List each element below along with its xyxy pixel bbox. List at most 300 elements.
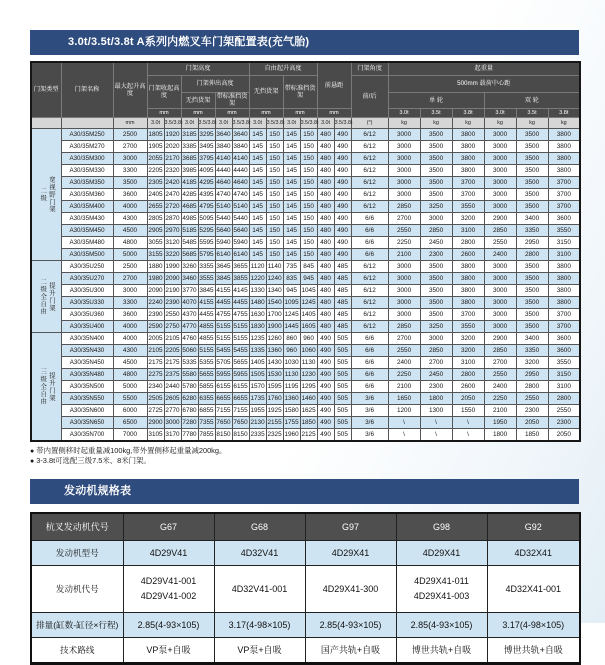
mast-type-cell <box>31 128 61 260</box>
mast-row <box>31 140 580 152</box>
mast-value-cell: 1300 <box>420 404 452 416</box>
engine-value-cell <box>487 565 580 612</box>
mast-value-cell: 3500 <box>516 164 548 176</box>
mast-value-cell: 5355 <box>198 356 215 368</box>
mast-value-cell: 2275 <box>147 368 164 380</box>
mast-value-cell: 8150 <box>215 428 232 441</box>
col-extend-height: 门架伸出高度 <box>181 76 249 93</box>
mast-value-cell: 1230 <box>300 368 317 380</box>
mast-value-cell: 3100 <box>452 356 484 368</box>
mast-value-cell: 2550 <box>164 308 181 320</box>
engine-value-cell <box>123 540 214 565</box>
mast-value-cell: 1260 <box>266 332 283 344</box>
mast-value-cell: 3100 <box>548 380 580 392</box>
mast-value-cell: 3800 <box>548 272 580 284</box>
mast-value-cell: 1595 <box>266 380 283 392</box>
mast-value-cell: 3500 <box>420 188 452 200</box>
mast-value-cell: 3000 <box>484 260 516 272</box>
mast-value-cell: 480 <box>317 272 334 284</box>
mast-value-cell: 6155 <box>232 380 249 392</box>
mast-value-cell: 505 <box>334 404 351 416</box>
mast-value-cell: 1755 <box>283 416 300 428</box>
mast-value-cell: 150 <box>300 140 317 152</box>
mast-value-cell: 2850 <box>388 200 420 212</box>
mast-value-cell: 1760 <box>266 392 283 404</box>
mast-value-cell: 490 <box>334 224 351 236</box>
mast-value-cell: 2655 <box>147 200 164 212</box>
mast-value-cell: 6/6 <box>351 332 388 344</box>
mast-name-cell: A30/35N480 <box>61 368 113 380</box>
mast-type-label: 二级全自由 <box>39 277 47 315</box>
unit-cell: 3.5/3.8t <box>266 117 283 128</box>
mast-value-cell: 860 <box>283 332 300 344</box>
mast-row <box>31 128 580 140</box>
mast-value-cell: 1430 <box>266 356 283 368</box>
mast-value-cell: 2500 <box>113 128 147 140</box>
mast-value-cell: 3000 <box>388 140 420 152</box>
mast-value-cell: 7280 <box>181 416 198 428</box>
mast-row <box>31 224 580 236</box>
mast-value-cell: \ <box>420 416 452 428</box>
mast-value-cell: 3500 <box>420 260 452 272</box>
mast-value-cell: 2605 <box>164 392 181 404</box>
mast-value-cell: 490 <box>334 152 351 164</box>
mast-value-cell: 6/12 <box>351 284 388 296</box>
mast-value-cell: 490 <box>317 392 334 404</box>
mast-value-cell: 2970 <box>164 224 181 236</box>
mast-value-cell: 485 <box>334 272 351 284</box>
mast-value-cell: 7650 <box>215 416 232 428</box>
mast-name-cell: A30/35U250 <box>61 260 113 272</box>
mast-value-cell: 145 <box>249 212 266 224</box>
col-capacity: 起重量 <box>388 62 580 76</box>
mast-value-cell: 490 <box>317 332 334 344</box>
mast-type-label: 提升门架 <box>47 281 55 312</box>
mast-value-cell: 3300 <box>113 164 147 176</box>
engine-value-line: 博世共轨+自吸 <box>411 644 472 655</box>
mast-name-cell: A30/35M480 <box>61 236 113 248</box>
mast-value-cell: 2250 <box>388 368 420 380</box>
mast-value-cell: 3550 <box>452 200 484 212</box>
mast-value-cell: 4985 <box>181 212 198 224</box>
mast-value-cell: 5655 <box>232 356 249 368</box>
mast-value-cell: 1240 <box>266 272 283 284</box>
mast-value-cell: 7650 <box>232 416 249 428</box>
mast-value-cell: 1295 <box>300 380 317 392</box>
mast-value-cell: 3800 <box>452 128 484 140</box>
mast-value-cell: 3500 <box>420 128 452 140</box>
mast-value-cell: 4685 <box>181 200 198 212</box>
unit-mm: mm <box>147 108 181 117</box>
mast-value-cell: 1480 <box>249 296 266 308</box>
mast-value-cell: 2470 <box>164 188 181 200</box>
mast-row <box>31 380 580 392</box>
mast-value-cell: 6/6 <box>351 248 388 260</box>
mast-row <box>31 368 580 380</box>
mast-value-cell: 150 <box>300 128 317 140</box>
bullet-icon: ● <box>30 458 35 466</box>
mast-value-cell: 150 <box>266 212 283 224</box>
mast-value-cell: 5940 <box>215 236 232 248</box>
mast-value-cell: 7855 <box>198 428 215 441</box>
mast-value-cell: 5640 <box>215 224 232 236</box>
col-extend-no-backrest: 无挡货架 <box>181 93 215 109</box>
mast-value-cell: 3460 <box>181 272 198 284</box>
mast-value-cell: 3500 <box>516 200 548 212</box>
mast-row <box>31 236 580 248</box>
mast-value-cell: 4440 <box>215 164 232 176</box>
engine-value-cell <box>214 637 305 663</box>
mast-value-cell: 3845 <box>215 272 232 284</box>
mast-value-cell: 1830 <box>249 320 266 332</box>
unit-mm: mm <box>215 108 249 117</box>
mast-value-cell: 3800 <box>548 260 580 272</box>
unit-cell: 3.5/3.8t <box>198 117 215 128</box>
mast-value-cell: 5685 <box>181 248 198 260</box>
mast-value-cell: 2240 <box>147 296 164 308</box>
mast-value-cell: 4095 <box>198 164 215 176</box>
mast-value-cell: 3000 <box>484 284 516 296</box>
mast-value-cell: 150 <box>300 188 317 200</box>
mast-value-cell: 3550 <box>452 320 484 332</box>
mast-value-cell: 1405 <box>249 356 266 368</box>
mast-name-cell: A30/35N650 <box>61 416 113 428</box>
mast-value-cell: 3845 <box>198 284 215 296</box>
mast-value-cell: 2100 <box>388 248 420 260</box>
mast-value-cell: 3120 <box>164 236 181 248</box>
mast-value-cell: 150 <box>266 152 283 164</box>
mast-value-cell: 2550 <box>484 368 516 380</box>
mast-value-cell: 6/6 <box>351 224 388 236</box>
engine-value-line: VP泵+自吸 <box>237 644 282 655</box>
mast-value-cell: 3/6 <box>351 416 388 428</box>
engine-value-cell <box>123 565 214 612</box>
mast-value-cell: 3800 <box>452 164 484 176</box>
mast-value-cell: 2850 <box>420 344 452 356</box>
mast-value-cell: 145 <box>249 128 266 140</box>
mast-value-cell: 3685 <box>181 152 198 164</box>
mast-value-cell: 150 <box>266 128 283 140</box>
mast-value-cell: 5000 <box>113 248 147 260</box>
mast-name-cell: A30/35U270 <box>61 272 113 284</box>
mast-value-cell: 1405 <box>300 308 317 320</box>
mast-value-cell: 480 <box>317 260 334 272</box>
mast-value-cell: 145 <box>283 188 300 200</box>
mast-type-label: 二级 <box>39 186 47 202</box>
mast-value-cell: 3200 <box>452 212 484 224</box>
mast-value-cell: 150 <box>300 224 317 236</box>
mast-value-cell: 3640 <box>215 128 232 140</box>
mast-value-cell: 1880 <box>147 260 164 272</box>
mast-value-cell: 2400 <box>388 356 420 368</box>
mast-value-cell: 6140 <box>232 248 249 260</box>
mast-value-cell: 6/6 <box>351 356 388 368</box>
mast-value-cell: 505 <box>334 356 351 368</box>
mast-row <box>31 284 580 296</box>
mast-row <box>31 188 580 200</box>
tonnage-35: 3.5t <box>420 108 452 117</box>
unit-cell: kg <box>388 117 420 128</box>
mast-value-cell: 3000 <box>484 140 516 152</box>
mast-value-cell: 3800 <box>548 140 580 152</box>
mast-value-cell: 490 <box>317 404 334 416</box>
mast-value-cell: 490 <box>317 356 334 368</box>
mast-value-cell: 6/6 <box>351 236 388 248</box>
mast-value-cell: 3800 <box>548 152 580 164</box>
mast-value-cell: 3700 <box>452 188 484 200</box>
unit-mm: mm <box>249 108 283 117</box>
mast-value-cell: 3250 <box>420 200 452 212</box>
mast-value-cell: 3500 <box>420 308 452 320</box>
mast-value-cell: 2950 <box>516 368 548 380</box>
mast-name-cell: A30/35N430 <box>61 344 113 356</box>
mast-row <box>31 308 580 320</box>
mast-value-cell: 1200 <box>388 404 420 416</box>
engine-col-g98: G98 <box>396 513 487 541</box>
engine-value-cell <box>487 540 580 565</box>
mast-name-cell: A30/35U300 <box>61 284 113 296</box>
mast-value-cell: 2850 <box>484 344 516 356</box>
mast-value-cell: 1140 <box>266 260 283 272</box>
mast-value-cell: 2190 <box>164 284 181 296</box>
mast-value-cell: 3500 <box>516 188 548 200</box>
mast-row <box>31 164 580 176</box>
mast-value-cell: 480 <box>317 152 334 164</box>
mast-value-cell: 6280 <box>181 392 198 404</box>
mast-value-cell: 3600 <box>548 332 580 344</box>
mast-value-cell: 6/6 <box>351 344 388 356</box>
mast-value-cell: 150 <box>266 188 283 200</box>
mast-value-cell: 490 <box>334 200 351 212</box>
mast-value-cell: 4770 <box>181 320 198 332</box>
mast-value-cell: 2800 <box>452 236 484 248</box>
mast-value-cell: \ <box>420 428 452 441</box>
mast-value-cell: 5095 <box>198 212 215 224</box>
mast-name-cell: A30/35M270 <box>61 140 113 152</box>
unit-cell: 3.0t <box>283 117 300 128</box>
mast-value-cell: 1360 <box>283 392 300 404</box>
mast-value-cell: 490 <box>334 164 351 176</box>
mast-value-cell: 5655 <box>198 368 215 380</box>
mast-value-cell: 1445 <box>283 320 300 332</box>
mast-value-cell: 480 <box>317 320 334 332</box>
mast-table-header <box>31 62 580 117</box>
mast-value-cell: 490 <box>334 128 351 140</box>
mast-value-cell: 2170 <box>164 152 181 164</box>
mast-value-cell: 1805 <box>147 128 164 140</box>
mast-value-cell: 6/12 <box>351 152 388 164</box>
mast-value-cell: 3000 <box>113 284 147 296</box>
engine-value-line: 4D32X41 <box>514 547 553 558</box>
mast-value-cell: 2590 <box>147 320 164 332</box>
mast-row <box>31 392 580 404</box>
mast-value-cell: 4640 <box>232 176 249 188</box>
mast-value-cell: 505 <box>334 392 351 404</box>
mast-value-cell: 5155 <box>232 320 249 332</box>
unit-cell: kg <box>516 117 548 128</box>
mast-value-cell: 3700 <box>452 308 484 320</box>
mast-value-cell: 945 <box>300 272 317 284</box>
unit-mm: mm <box>283 108 317 117</box>
mast-value-cell: 2720 <box>164 200 181 212</box>
engine-value-cell <box>396 565 487 612</box>
mast-value-cell: 2390 <box>164 296 181 308</box>
mast-name-cell: A30/35M450 <box>61 224 113 236</box>
mast-value-cell: 2800 <box>548 392 580 404</box>
mast-value-cell: 2800 <box>452 368 484 380</box>
mast-value-cell: 2300 <box>420 248 452 260</box>
col-max-lift: 最大起升高度 <box>113 62 147 117</box>
mast-value-cell: 2130 <box>249 416 266 428</box>
mast-value-cell: 490 <box>334 212 351 224</box>
mast-value-cell: 7355 <box>198 416 215 428</box>
mast-value-cell: 960 <box>283 344 300 356</box>
mast-name-cell: A30/35U360 <box>61 308 113 320</box>
mast-value-cell: 1990 <box>164 260 181 272</box>
mast-type-label: 宽视野门架 <box>47 175 55 213</box>
mast-value-cell: 145 <box>249 248 266 260</box>
mast-value-cell: 6/12 <box>351 296 388 308</box>
mast-row <box>31 260 580 272</box>
mast-value-cell: 145 <box>283 248 300 260</box>
mast-value-cell: 1625 <box>300 404 317 416</box>
mast-name-cell: A30/35N400 <box>61 332 113 344</box>
mast-value-cell: 150 <box>266 140 283 152</box>
engine-col-g68: G68 <box>214 513 305 541</box>
mast-value-cell: 2375 <box>164 368 181 380</box>
mast-value-cell: 2205 <box>164 344 181 356</box>
mast-value-cell: 4000 <box>113 332 147 344</box>
mast-value-cell: 5500 <box>113 392 147 404</box>
mast-value-cell: 6780 <box>181 404 198 416</box>
mast-value-cell: 145 <box>283 176 300 188</box>
mast-value-cell: 3800 <box>452 140 484 152</box>
mast-value-cell: 3800 <box>548 296 580 308</box>
mast-row <box>31 320 580 332</box>
mast-value-cell: 1220 <box>249 272 266 284</box>
mast-value-cell: 490 <box>334 236 351 248</box>
mast-value-cell: 3840 <box>215 140 232 152</box>
mast-value-cell: 2340 <box>147 380 164 392</box>
footnote <box>30 446 579 456</box>
mast-value-cell: 5455 <box>232 344 249 356</box>
mast-value-cell: 3500 <box>420 176 452 188</box>
mast-value-cell: 5440 <box>232 212 249 224</box>
mast-value-cell: 2125 <box>300 428 317 441</box>
mast-value-cell: 1630 <box>249 308 266 320</box>
mast-value-cell: 3000 <box>484 320 516 332</box>
mast-value-cell: 3795 <box>198 152 215 164</box>
mast-value-cell: 6/12 <box>351 200 388 212</box>
mast-value-cell: 150 <box>266 236 283 248</box>
units-row <box>31 117 580 128</box>
mast-value-cell: 2050 <box>452 392 484 404</box>
mast-value-cell: 505 <box>334 416 351 428</box>
mast-value-cell: 3500 <box>516 176 548 188</box>
mast-value-cell: 5185 <box>181 224 198 236</box>
mast-value-cell: 5155 <box>215 332 232 344</box>
mast-value-cell: 3800 <box>452 284 484 296</box>
mast-value-cell: 5780 <box>181 380 198 392</box>
mast-value-cell: 3500 <box>420 272 452 284</box>
mast-value-cell: 2550 <box>388 224 420 236</box>
mast-value-cell: 3385 <box>181 140 198 152</box>
engine-table-body <box>31 540 580 663</box>
mast-value-cell: 2300 <box>548 416 580 428</box>
mast-name-cell: A30/35M350 <box>61 176 113 188</box>
mast-value-cell: 6/12 <box>351 260 388 272</box>
mast-value-cell: 505 <box>334 344 351 356</box>
mast-value-cell: 6655 <box>232 392 249 404</box>
mast-value-cell: 3500 <box>113 176 147 188</box>
mast-value-cell: 1340 <box>266 284 283 296</box>
mast-value-cell: 3600 <box>113 188 147 200</box>
mast-value-cell: 3260 <box>181 260 198 272</box>
mast-name-cell: A30/35N450 <box>61 356 113 368</box>
mast-type-cell <box>31 332 61 441</box>
mast-value-cell: 1330 <box>249 284 266 296</box>
mast-name-cell: A30/35M360 <box>61 188 113 200</box>
mast-value-cell: 5140 <box>232 200 249 212</box>
engine-value-line: 博世共轨+自吸 <box>503 644 563 655</box>
mast-value-cell: 1580 <box>283 404 300 416</box>
engine-value-cell <box>396 612 487 637</box>
mast-value-cell: 2870 <box>164 212 181 224</box>
engine-table-title-bar <box>30 479 579 504</box>
mast-value-cell: 7000 <box>113 428 147 441</box>
mast-value-cell: 2205 <box>147 164 164 176</box>
mast-value-cell: 8150 <box>232 428 249 441</box>
mast-value-cell: 145 <box>249 164 266 176</box>
mast-value-cell: 3200 <box>452 344 484 356</box>
mast-value-cell: 4395 <box>198 188 215 200</box>
mast-value-cell: 490 <box>334 188 351 200</box>
mast-value-cell: 3700 <box>548 200 580 212</box>
mast-value-cell: 3000 <box>484 200 516 212</box>
mast-value-cell: 4500 <box>113 356 147 368</box>
unit-cell: kg <box>484 117 516 128</box>
mast-value-cell: 4740 <box>215 188 232 200</box>
mast-value-cell: 3000 <box>484 272 516 284</box>
mast-value-cell: 150 <box>300 200 317 212</box>
mast-row <box>31 296 580 308</box>
mast-value-cell: 2320 <box>164 164 181 176</box>
mast-value-cell: 2725 <box>147 404 164 416</box>
mast-value-cell: 1735 <box>249 392 266 404</box>
mast-value-cell: 3/6 <box>351 404 388 416</box>
mast-value-cell: 4455 <box>198 308 215 320</box>
mast-value-cell: 145 <box>249 200 266 212</box>
mast-value-cell: 490 <box>334 176 351 188</box>
unit-cell: kg <box>452 117 484 128</box>
mast-value-cell: 3800 <box>548 164 580 176</box>
engine-value-cell <box>123 637 214 663</box>
mast-row <box>31 428 580 441</box>
mast-value-cell: 145 <box>249 236 266 248</box>
mast-value-cell: 3600 <box>113 308 147 320</box>
mast-value-cell: 3155 <box>147 248 164 260</box>
mast-value-cell: 3000 <box>484 188 516 200</box>
mast-value-cell: 3200 <box>452 332 484 344</box>
mast-value-cell: 2750 <box>164 320 181 332</box>
mast-value-cell: 145 <box>283 128 300 140</box>
mast-value-cell: 3295 <box>198 128 215 140</box>
mast-value-cell: \ <box>452 428 484 441</box>
engine-value-line: 4D29X41-003 <box>413 590 470 601</box>
mast-value-cell: 2805 <box>147 212 164 224</box>
mast-value-cell: 3000 <box>420 212 452 224</box>
mast-value-cell: 735 <box>283 260 300 272</box>
